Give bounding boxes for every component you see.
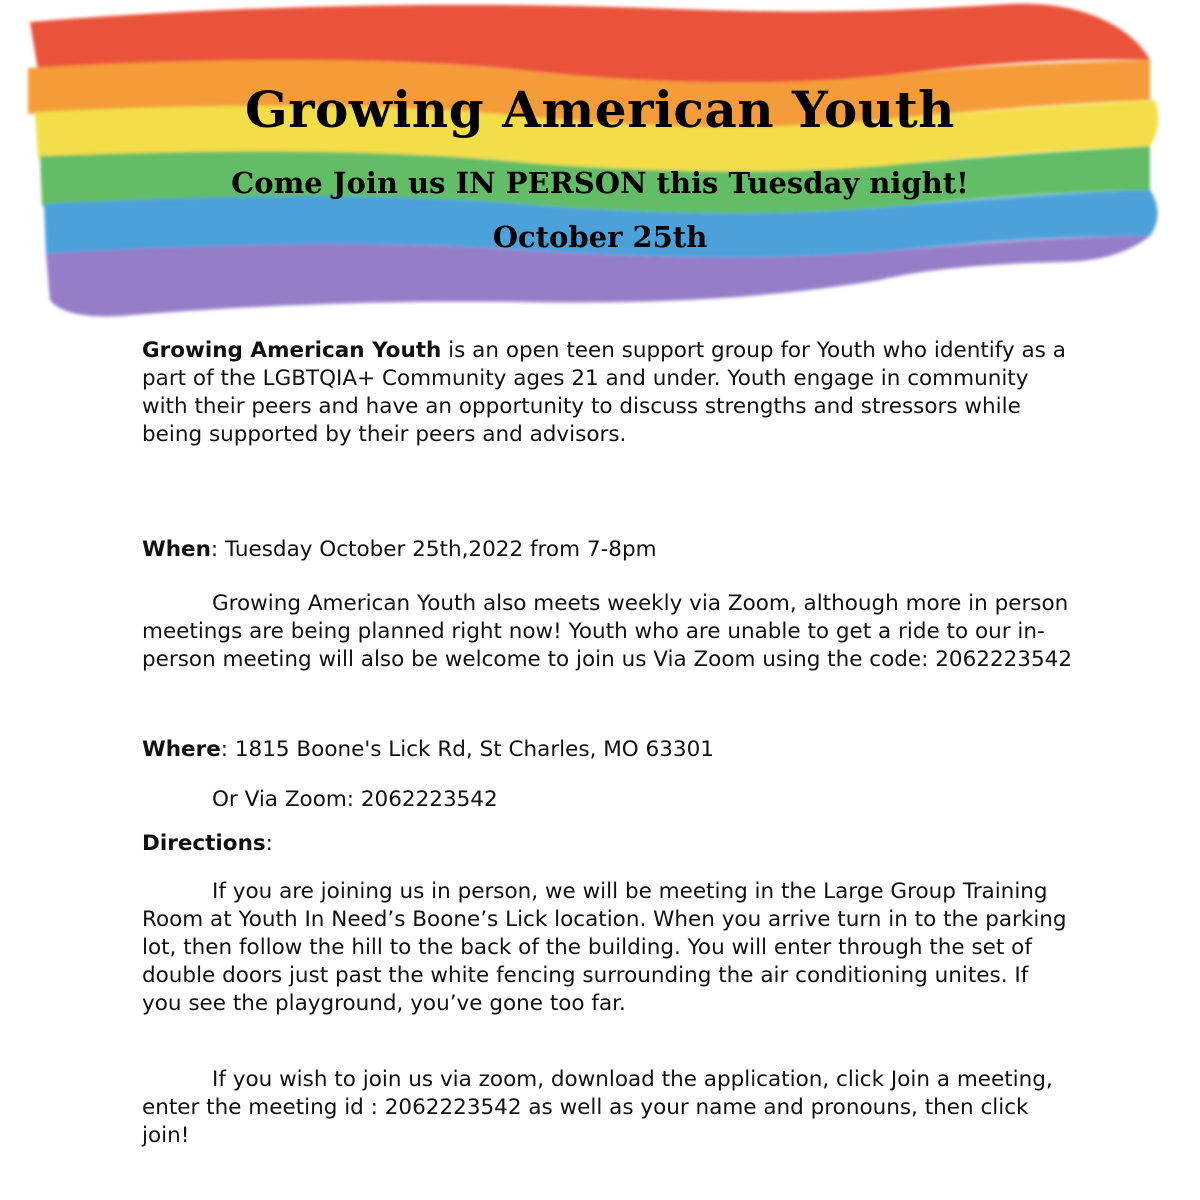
directions-zoom-paragraph: If you wish to join us via zoom, download the application, click Join a meeting, enter the meeting id : 2062223542 as well as your name and pronouns, then click join! — [142, 1067, 1053, 1148]
intro-text: is an open teen support group for Youth who identify as a part of the LGBTQIA+ Community ages 21 and under. Youth engage in community with their peers and have an opportunity to discuss strengths and stressors while being supported by their peers and advisors. — [142, 338, 1066, 447]
page-title: Growing American Youth — [244, 80, 956, 139]
directions-colon: : — [265, 831, 273, 856]
event-subtitle: Come Join us IN PERSON this Tuesday night! — [231, 166, 969, 200]
where-colon: : — [220, 737, 229, 762]
where-label: Where — [142, 737, 221, 762]
where-line — [142, 736, 1072, 764]
directions-heading — [142, 830, 1072, 858]
when-colon: : — [210, 537, 219, 562]
org-name: Growing American Youth — [142, 338, 442, 363]
directions-in-person-paragraph: If you are joining us in person, we will be meeting in the Large Group Training Room at Youth In Need’s Boone’s Lick location. When you arrive turn in to the parking lot, then follow the hill to the back of the building. You will enter through the set of double doors just past the white fencing surrounding the air conditioning unites. If you see the playground, you’ve gone too far. — [142, 879, 1067, 1016]
when-label: When — [142, 537, 211, 562]
zoom-note-paragraph: Growing American Youth also meets weekly via Zoom, although more in person meetings are being planned right now! Youth who are unable to get a ride to our in-person meeting will also be welcome to join us Via Zoom using the code: 2062223542 — [142, 591, 1073, 672]
event-date-heading: October 25th — [492, 220, 708, 254]
where-value: 1815 Boone's Lick Rd, St Charles, MO 63301 — [228, 737, 714, 762]
rainbow-watercolor-banner — [0, 0, 1200, 320]
when-line — [142, 536, 1072, 564]
directions-label: Directions — [142, 831, 266, 856]
intro-paragraph — [142, 337, 1072, 449]
when-value: Tuesday October 25th,2022 from 7-8pm — [218, 537, 657, 562]
where-zoom-alt: Or Via Zoom: 2062223542 — [212, 787, 498, 812]
